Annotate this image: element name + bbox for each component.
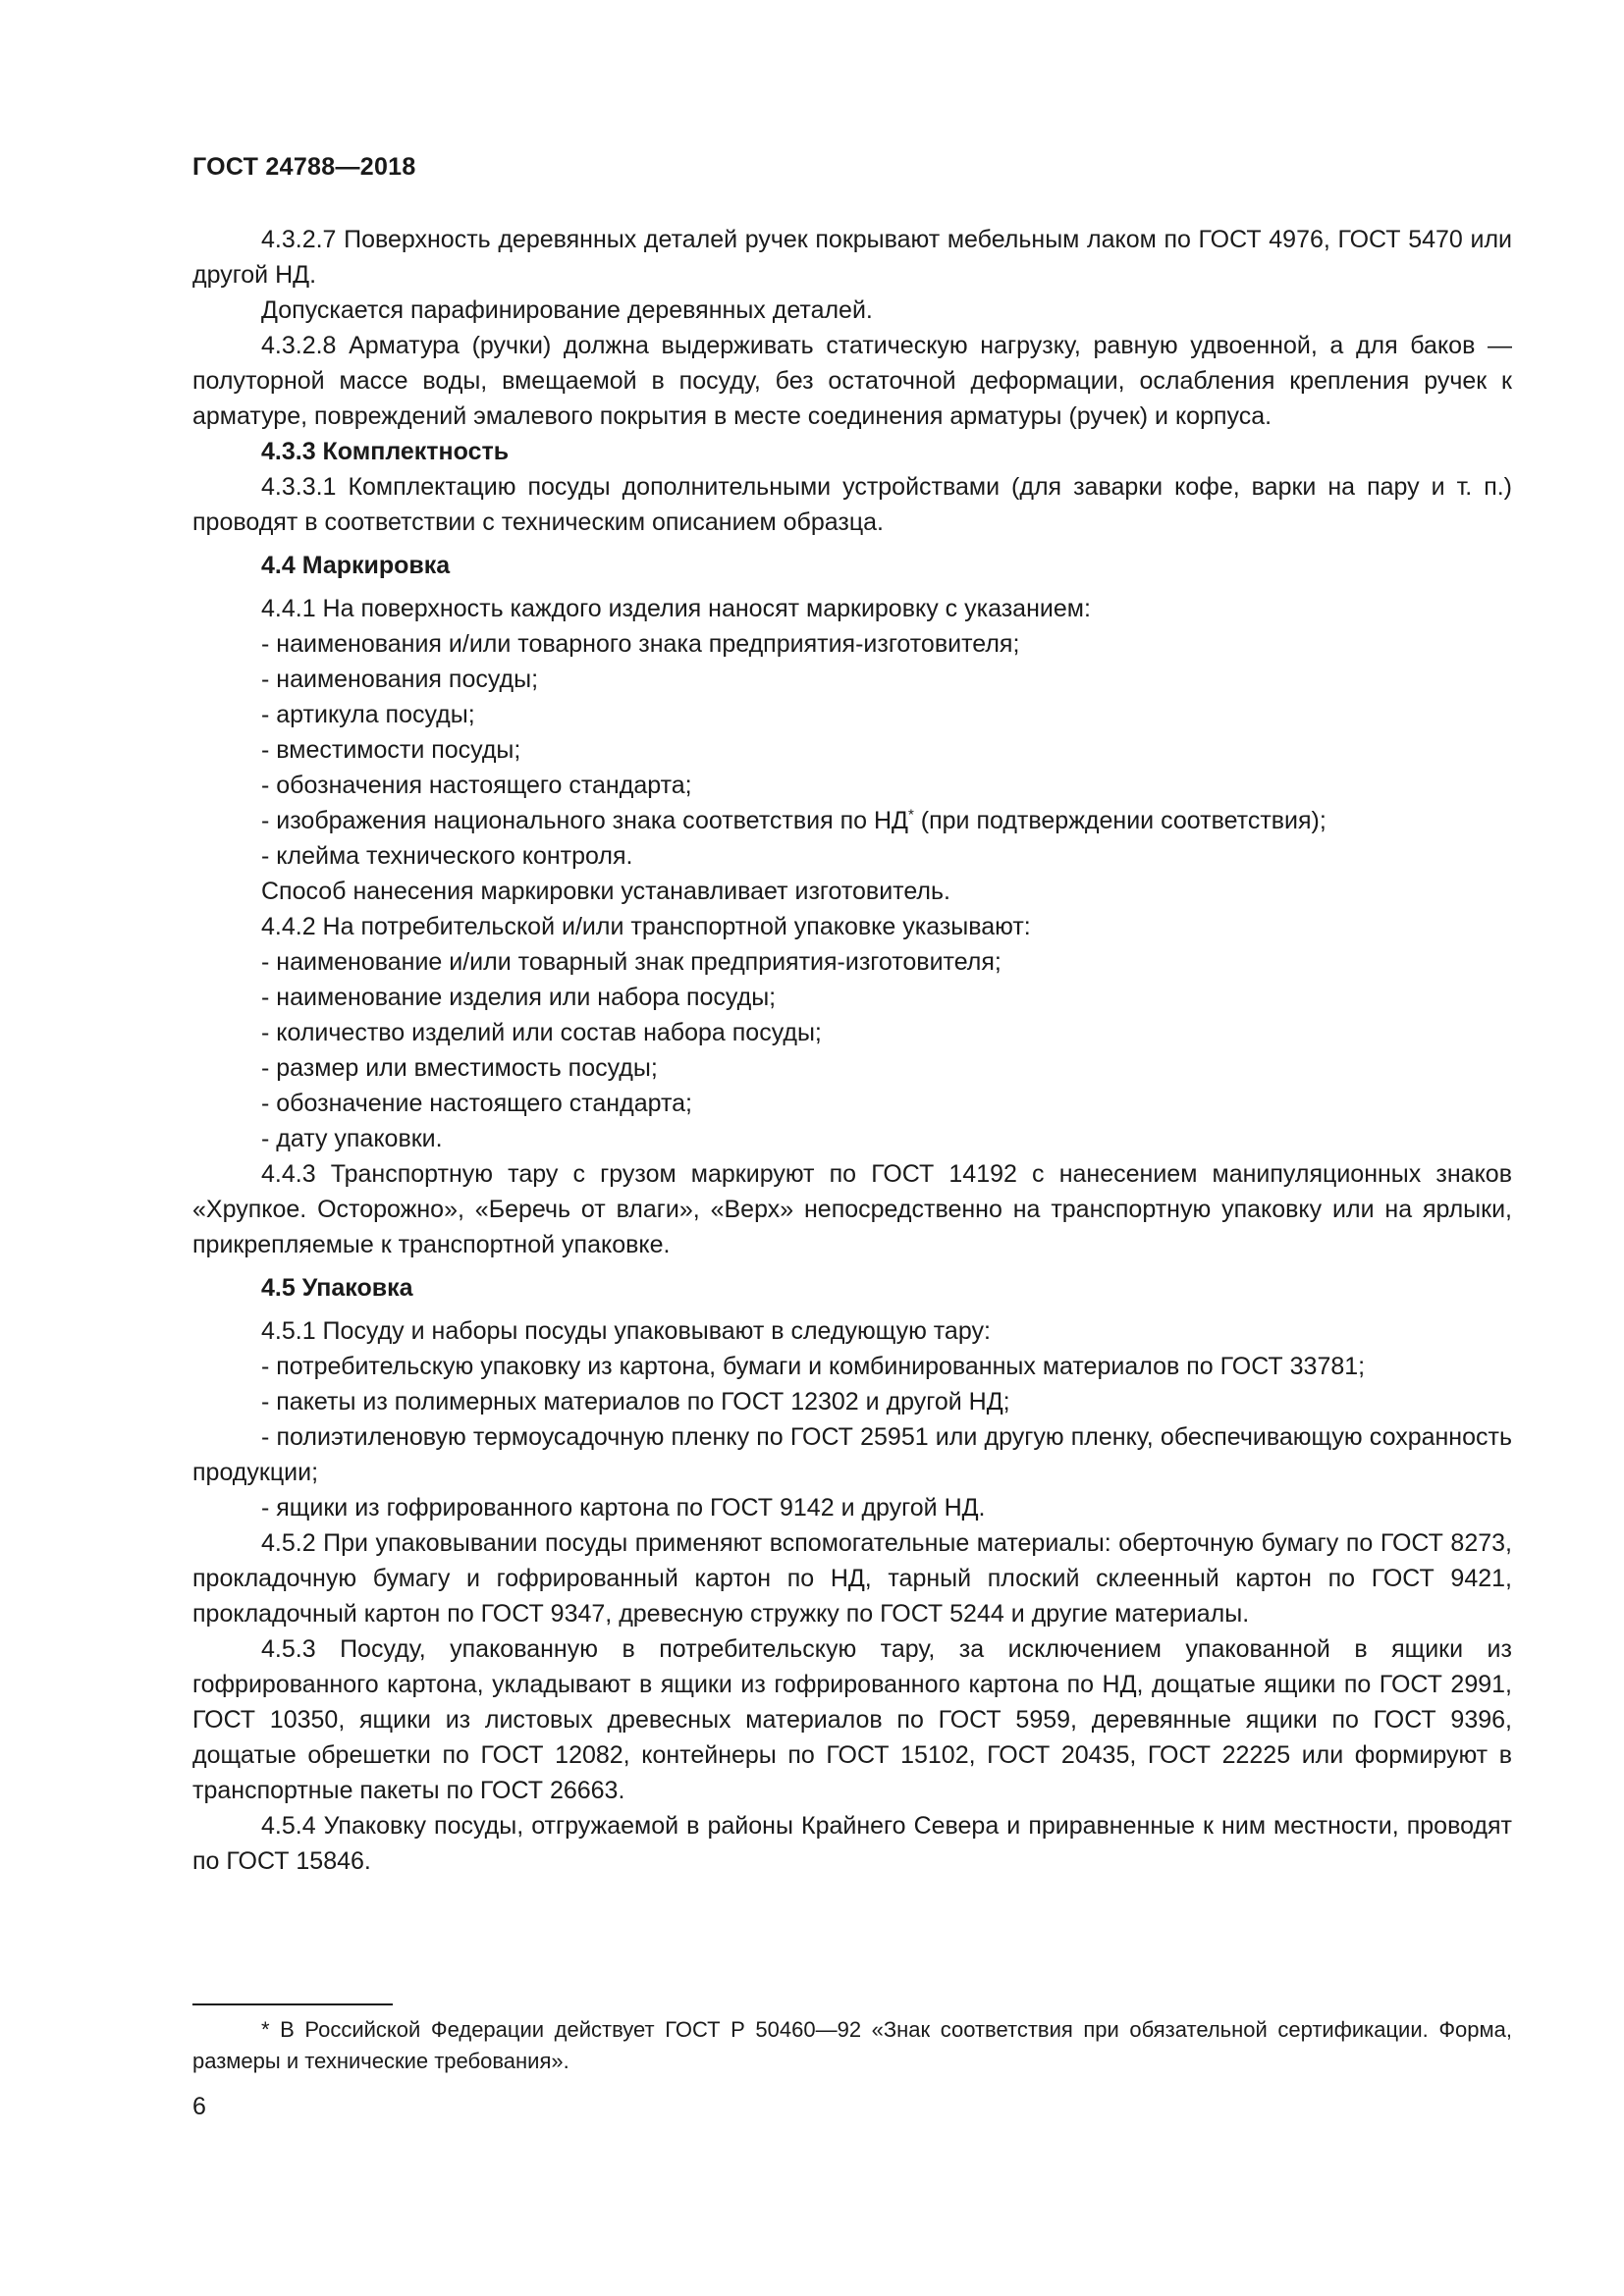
list-item: - потребительскую упаковку из картона, бумаги и комбинированных материалов по ГОСТ 33781; <box>261 1353 1366 1380</box>
paragraph-4-4-2: 4.4.2 На потребительской и/или транспортной упаковке указывают: <box>261 913 1031 940</box>
paragraph-4-3-2-7: 4.3.2.7 Поверхность деревянных деталей ручек покрывают мебельным лаком по ГОСТ 4976, ГОСТ 5470 или другой НД. <box>192 226 1512 289</box>
document-body <box>192 222 1512 1879</box>
footnote-divider <box>192 2003 393 2005</box>
list-item: - клейма технического контроля. <box>261 842 633 870</box>
page-number: 6 <box>192 2093 206 2120</box>
list-item: - наименования посуды; <box>261 666 539 693</box>
paragraph-4-4-1: 4.4.1 На поверхность каждого изделия наносят маркировку с указанием: <box>261 595 1091 622</box>
list-4-4-1 <box>192 626 1512 874</box>
list-item: - обозначения настоящего стандарта; <box>261 772 692 799</box>
list-item: - артикула посуды; <box>261 701 475 728</box>
heading-4-5: 4.5 Упаковка <box>261 1274 413 1302</box>
list-item: - полиэтиленовую термоусадочную пленку по ГОСТ 25951 или другую пленку, обеспечивающую сохранность продукции; <box>192 1423 1512 1486</box>
list-item: - пакеты из полимерных материалов по ГОСТ 12302 и другой НД; <box>261 1388 1010 1415</box>
document-header: ГОСТ 24788—2018 <box>192 153 416 181</box>
list-item: - обозначение настоящего стандарта; <box>261 1090 692 1117</box>
paragraph-4-5-1: 4.5.1 Посуду и наборы посуды упаковывают в следующую тару: <box>261 1317 991 1345</box>
paragraph-4-3-3-1: 4.3.3.1 Комплектацию посуды дополнительными устройствами (для заварки кофе, варки на пару и т. п.) проводят в соответствии с техническим описанием образца. <box>192 473 1512 536</box>
list-item <box>192 803 1512 838</box>
footnote-marker: * <box>907 806 914 824</box>
list-item: - наименования и/или товарного знака предприятия-изготовителя; <box>261 630 1020 658</box>
list-item: - количество изделий или состав набора посуды; <box>261 1019 822 1046</box>
paragraph-4-3-2-7-note: Допускается парафинирование деревянных деталей. <box>261 296 873 324</box>
paragraph-4-4-3: 4.4.3 Транспортную тару с грузом маркируют по ГОСТ 14192 с нанесением манипуляционных знаков «Хрупкое. Осторожно», «Беречь от влаги», «Верх» непосредственно на транспортную упаковку или на ярлыки, прикрепляемые к транспортной упаковке. <box>192 1160 1512 1258</box>
paragraph-4-5-3: 4.5.3 Посуду, упакованную в потребительскую тару, за исключением упакованной в ящики из гофрированного картона, укладывают в ящики из гофрированного картона по НД, дощатые ящики по ГОСТ 2991, ГОСТ 10350, ящики из листовых древесных материалов по ГОСТ 5959, деревянные ящики по ГОСТ 9396, дощатые обрешетки по ГОСТ 12082, контейнеры по ГОСТ 15102, ГОСТ 20435, ГОСТ 22225 или формируют в транспортные пакеты по ГОСТ 26663. <box>192 1635 1512 1804</box>
list-item: - дату упаковки. <box>261 1125 443 1152</box>
paragraph-4-4-1-method: Способ нанесения маркировки устанавливает изготовитель. <box>261 878 950 905</box>
footnote: * В Российской Федерации действует ГОСТ Р 50460—92 «Знак соответствия при обязательной сертификации. Форма, размеры и технические требования». <box>192 2017 1512 2073</box>
paragraph-4-5-2: 4.5.2 При упаковывании посуды применяют вспомогательные материалы: оберточную бумагу по ГОСТ 8273, прокладочную бумагу и гофрированный картон по НД, тарный плоский склеенный картон по ГОСТ 9421, прокладочный картон по ГОСТ 9347, древесную стружку по ГОСТ 5244 и другие материалы. <box>192 1529 1512 1628</box>
heading-4-4: 4.4 Маркировка <box>261 552 451 579</box>
list-item: - размер или вместимость посуды; <box>261 1054 658 1082</box>
list-4-5-1 <box>192 1349 1512 1525</box>
list-item: - вместимости посуды; <box>261 736 521 764</box>
paragraph-4-3-2-8: 4.3.2.8 Арматура (ручки) должна выдерживать статическую нагрузку, равную удвоенной, а для баков — полуторной массе воды, вмещаемой в посуду, без остаточной деформации, ослабления крепления ручек к арматуре, повреждений эмалевого покрытия в месте соединения арматуры (ручек) и корпуса. <box>192 332 1512 430</box>
list-item-text: - изображения национального знака соответствия по НД <box>261 807 908 834</box>
paragraph-4-5-4: 4.5.4 Упаковку посуды, отгружаемой в районы Крайнего Севера и приравненные к ним местности, проводят по ГОСТ 15846. <box>192 1812 1512 1875</box>
list-4-4-2 <box>192 944 1512 1156</box>
list-item-tail: (при подтверждении соответствия); <box>913 807 1326 834</box>
list-item: - ящики из гофрированного картона по ГОСТ 9142 и другой НД. <box>261 1494 986 1522</box>
list-item: - наименование и/или товарный знак предприятия-изготовителя; <box>261 948 1001 976</box>
list-item: - наименование изделия или набора посуды; <box>261 984 777 1011</box>
heading-4-3-3: 4.3.3 Комплектность <box>261 438 510 465</box>
